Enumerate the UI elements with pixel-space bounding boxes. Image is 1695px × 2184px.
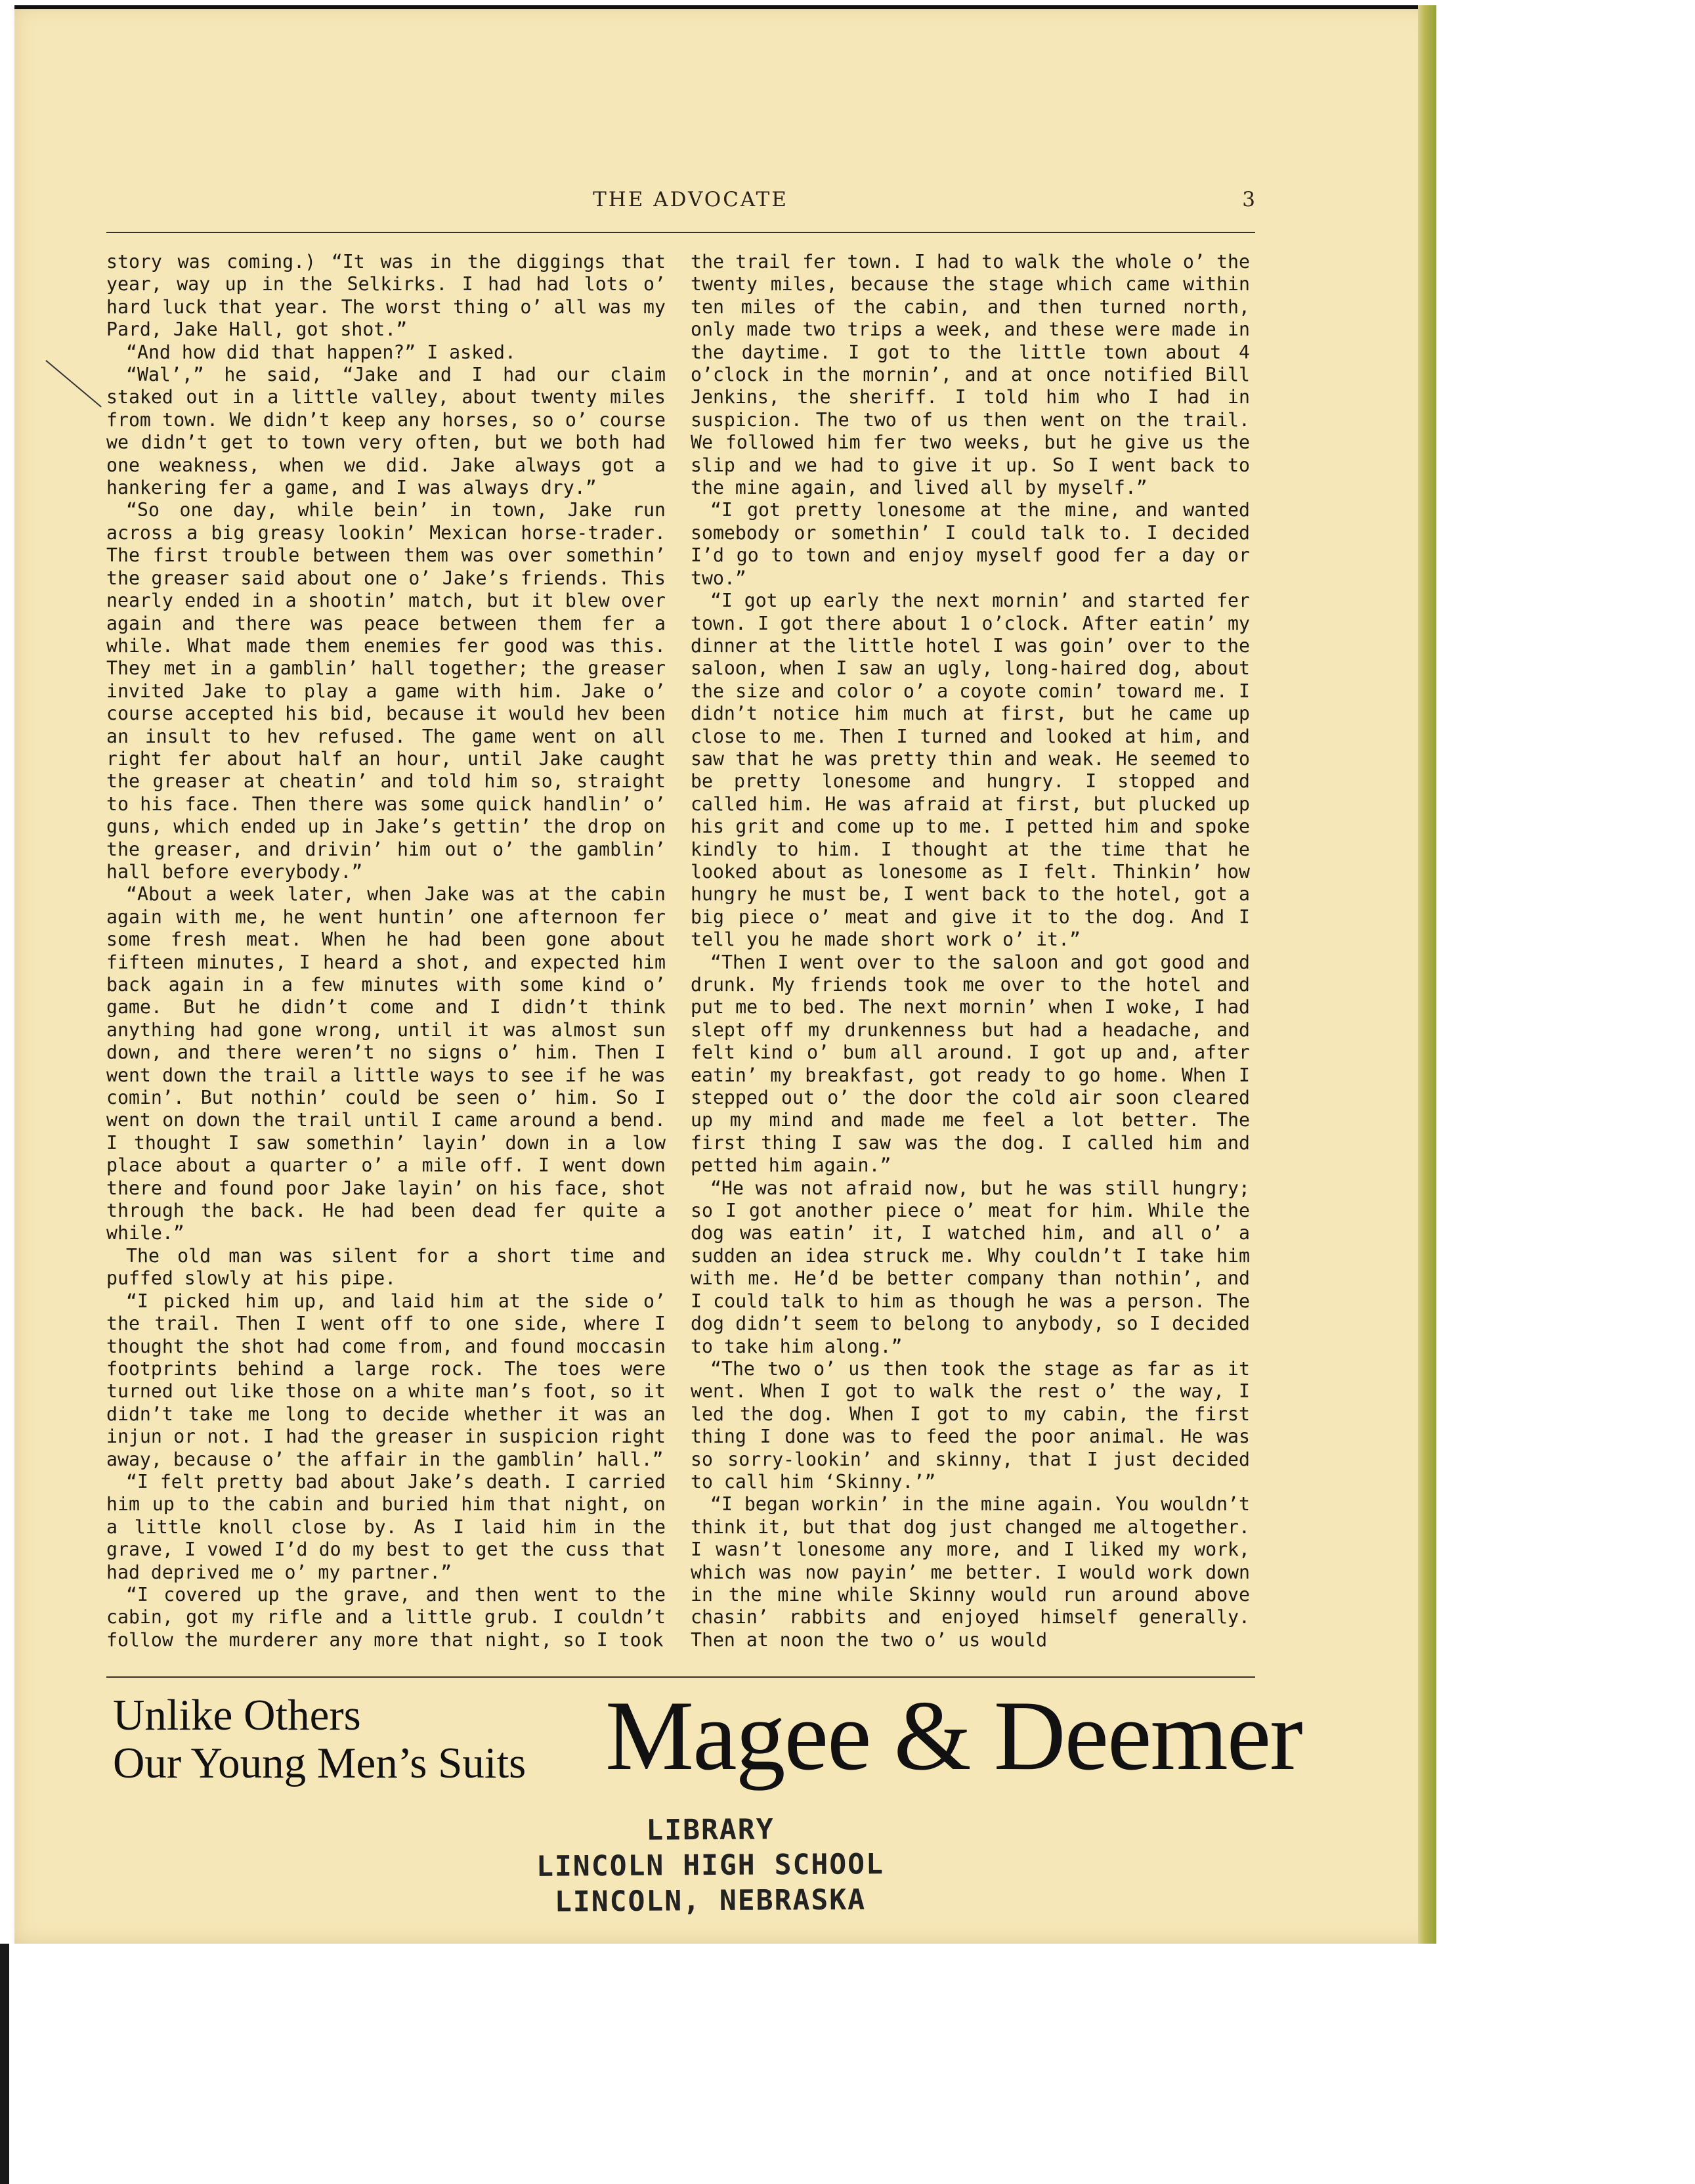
stamp-line-1: LIBRARY (646, 1813, 775, 1847)
stamp-line-3: LINCOLN, NEBRASKA (554, 1883, 867, 1919)
paragraph: “And how did that happen?” I asked. (126, 341, 516, 363)
advertisement-brand: Magee & Deemer (605, 1680, 1302, 1791)
stamp-line-2: LINCOLN HIGH SCHOOL (536, 1848, 885, 1883)
paragraph: “I felt pretty bad about Jake’s death. I carried him up to the cabin and buried him that night, on a little knoll close by. As I laid him in the grave, I vowed I’d do my best to get the cuss that had deprived me o’ my partner.” (106, 1470, 666, 1583)
paragraph: “He was not afraid now, but he was still hungry; so I got another piece o’ meat for him. While the dog was eatin’ it, I watched him, and all o’ a sudden an idea struck me. Why couldn’t I take him with me. He’d be better company than nothin’, and I could talk to him as though he was a person. The dog didn’t seem to belong to anybody, so I decided to take him along.” (691, 1177, 1250, 1357)
paragraph: “So one day, while bein’ in town, Jake run across a big greasy lookin’ Mexican horse-trader. The first trouble between them was over somethin’ the greaser said about one o’ Jake’s friends. This nearly ended in a shootin’ match, but it blew over again and there was peace between them fer a while. What made them enemies fer good was this. They met in a gamblin’ hall together; the greaser invited Jake to play a game with him. Jake o’ course accepted his bid, because it would hev been an insult to hev refused. The game went on all right fer about half an hour, until Jake caught the greaser at cheatin’ and told him so, straight to his face. Then there was some quick handlin’ o’ guns, which ended up in Jake’s gettin’ the drop on the greaser, and drivin’ him out o’ the gamblin’ hall before everybody.” (106, 499, 666, 883)
ad-tagline-line-1: Unlike Others (113, 1691, 361, 1739)
paragraph: “The two o’ us then took the stage as far as it went. When I got to walk the rest o’ the way, I led the dog. When I got to my cabin, the first thing I done was to feed the poor animal. He was so sorry-lookin’ and skinny, that I just decided to call him ‘Skinny.’” (691, 1357, 1250, 1493)
paragraph: “I began workin’ in the mine again. You wouldn’t think it, but that dog just changed me altogether. I wasn’t lonesome any more, and I liked my work, which was now payin’ me better. I would work down in the mine while Skinny would run around above chasin’ rabbits and enjoyed himself generally. Then at noon the two o’ us would (691, 1493, 1250, 1651)
right-column (691, 251, 1250, 1651)
paragraph: “I covered up the grave, and then went to the cabin, got my rifle and a little grub. I couldn’t follow the murderer any more that night, so I took (106, 1583, 666, 1651)
magazine-page (14, 5, 1436, 1944)
paragraph: “Then I went over to the saloon and got good and drunk. My friends took me over to the hotel and put me to bed. The next mornin’ when I woke, I had slept off my drunkenness but had a headache, and felt kind o’ bum all around. I got up and, after eatin’ my breakfast, got ready to go home. When I stepped out o’ the door the cold air soon cleared up my mind and made me feel a lot better. The first thing I saw was the dog. I called him and petted him again.” (691, 951, 1250, 1177)
paragraph: “Wal’,” he said, “Jake and I had our claim staked out in a little valley, about twenty miles from town. We didn’t keep any horses, so o’ course we didn’t get to town very often, but we both had one weakness, when we did. Jake always got a hankering fer a game, and I was always dry.” (106, 364, 666, 499)
library-stamp (513, 1812, 907, 1919)
left-column (106, 251, 666, 1651)
paragraph: The old man was silent for a short time and puffed slowly at his pipe. (106, 1244, 666, 1290)
paragraph: story was coming.) “It was in the diggings that year, way up in the Selkirks. I had had lots o’ hard luck that year. The worst thing o’ all was my Pard, Jake Hall, got shot.” (106, 251, 666, 341)
advertisement-tagline (113, 1692, 586, 1787)
journal-title: THE ADVOCATE (593, 188, 788, 211)
paragraph: the trail fer town. I had to walk the whole o’ the twenty miles, because the stage which came within ten miles of the cabin, and then turned north, only made two trips a week, and these were made in the daytime. I got to the little town about 4 o’clock in the mornin’, and at once notified Bill Jenkins, the sheriff. I told him who I had in suspicion. The two of us then went on the trail. We followed him fer two weeks, but he give us the slip and we had to give it up. So I went back to the mine again, and lived all by myself.” (691, 251, 1250, 499)
paragraph: “I picked him up, and laid him at the side o’ the trail. Then I went off to one side, where I thought the shot had come from, and found moccasin footprints behind a large rock. The toes were turned out like those on a white man’s foot, so it didn’t take me long to decide whether it was an injun or not. I had the greaser in suspicion right away, because o’ the affair in the gamblin’ hall.” (106, 1290, 666, 1470)
paragraph: “I got up early the next mornin’ and started fer town. I got there about 1 o’clock. After eatin’ my dinner at the little hotel I was goin’ over to the saloon, when I saw an ugly, long-haired dog, about the size and color o’ a coyote comin’ toward me. I didn’t notice him much at first, but he came up close to me. Then I turned and looked at him, and saw that he was pretty thin and weak. He seemed to be pretty lonesome and hungry. I stopped and called him. He was afraid at first, but plucked up his grit and come up to me. I petted him and spoke kindly to him. I thought at the time that he looked about as lonesome as I felt. Thinkin’ how hungry he must be, I went back to the hotel, got a big piece o’ meat and give it to the dog. And I tell you he made short work o’ it.” (691, 590, 1250, 951)
paragraph: “I got pretty lonesome at the mine, and wanted somebody or somethin’ I could talk to. I decided I’d go to town and enjoy myself good fer a day or two.” (691, 499, 1250, 589)
footer-rule (106, 1676, 1255, 1678)
running-head (106, 188, 1255, 217)
ad-tagline-line-2: Our Young Men’s Suits (113, 1739, 526, 1787)
page-number: 3 (1242, 188, 1255, 211)
pencil-margin-mark (45, 360, 102, 407)
paragraph: “About a week later, when Jake was at the cabin again with me, he went huntin’ one afternoon fer some fresh meat. When he had been gone about fifteen minutes, I heard a shot, and expected him back again in a few minutes with some kind o’ game. But he didn’t come and I didn’t think anything had gone wrong, until it was almost sun down, and there weren’t no signs o’ him. Then I went down the trail a little ways to see if he was comin’. But nothin’ could be seen o’ him. So I went on down the trail until I came around a bend. I thought I saw somethin’ layin’ down in a low place about a quarter o’ a mile off. I went down there and found poor Jake layin’ on his face, shot through the back. He had been dead fer quite a while.” (106, 883, 666, 1244)
header-rule (106, 232, 1255, 233)
scan-edge (0, 1944, 9, 2184)
page-edge-green (1418, 5, 1436, 1944)
top-edge-rule (14, 5, 1432, 9)
